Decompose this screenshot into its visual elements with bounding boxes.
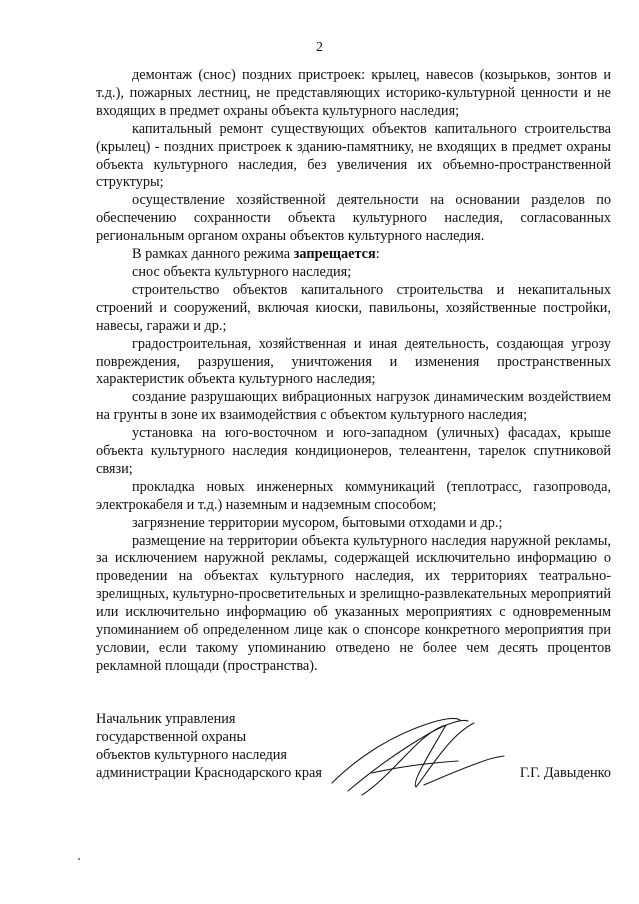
regime-intro-text: В рамках данного режима bbox=[132, 246, 294, 263]
signature-block bbox=[96, 711, 611, 801]
page-number: 2 bbox=[316, 40, 323, 55]
signer-position-line: Начальник управления bbox=[96, 711, 236, 727]
prohibition-item: снос объекта культурного наследия; bbox=[132, 263, 352, 280]
signer-position-line: государственной охраны bbox=[96, 728, 247, 745]
scan-speck bbox=[78, 858, 80, 860]
prohibition-item: строительство объектов капитального строительства и некапитальных строений и сооружений, включая киоски, павильоны, хозяйственные постройки, навесы, гаражи и др.; bbox=[96, 281, 611, 334]
regime-intro-prohibited: запрещается bbox=[293, 246, 376, 263]
document-body bbox=[96, 67, 611, 676]
prohibition-item: установка на юго-восточном и юго-западном (уличных) фасадах, крыше объекта культурного наследия кондиционеров, телеантенн, тарелок спутниковой связи; bbox=[96, 425, 611, 477]
regime-intro bbox=[96, 246, 611, 264]
prohibition-item: создание разрушающих вибрационных нагрузок динамическим воздействием на грунты в зоне их взаимодействия с объектом культурного наследия; bbox=[96, 389, 611, 424]
paragraph-capital-repair: капитальный ремонт существующих объектов капитального строительства (крылец) - поздних пристроек к зданию-памятнику, не входящих в предмет охраны объекта культурного наследия, без увеличения их объемно-пространственной структуры; bbox=[96, 120, 611, 191]
paragraph-economic-activity: осуществление хозяйственной деятельности на основании разделов по обеспечению сохранности объекта культурного наследия, согласованных региональным органом охраны объектов культурного наследия. bbox=[96, 192, 611, 245]
prohibition-item: размещение на территории объекта культурного наследия наружной рекламы, за исключением наружной рекламы, содержащей исключительно информацию о проведении на объектах культурного наследия, их территориях театрально-зрелищных, культурно-просветительных и зрелищно-развлекательных мероприятий или исключительно информацию об указанных мероприятиях с одновременным упоминанием об определенном лице как о спонсоре конкретного мероприятия при условии, если такому упоминанию отведено не более чем десять процентов рекламной площади (пространства). bbox=[96, 532, 611, 674]
regime-intro-suffix: : bbox=[375, 246, 380, 263]
signer-position-line: администрации Краснодарского края bbox=[96, 764, 322, 781]
prohibition-item: градостроительная, хозяйственная и иная деятельность, создающая угрозу повреждения, разрушения, уничтожения и изменения пространственных характеристик объекта культурного наследия; bbox=[96, 335, 611, 388]
prohibition-item: прокладка новых инженерных коммуникаций (теплотрасс, газопровода, электрокабеля и т.д.) наземным и надземным способом; bbox=[96, 478, 611, 513]
signer-position bbox=[96, 711, 322, 783]
paragraph-demolition-annexes: демонтаж (снос) поздних пристроек: крылец, навесов (козырьков, зонтов и т.д.), пожарных лестниц, не представляющих историко-культурной ценности и не входящих в предмет охраны объекта культурного наследия; bbox=[96, 67, 611, 119]
handwritten-signature bbox=[328, 709, 508, 799]
signer-name: Г.Г. Давыденко bbox=[519, 764, 611, 781]
signer-position-line: объектов культурного наследия bbox=[96, 746, 287, 763]
prohibition-item: загрязнение территории мусором, бытовыми отходами и др.; bbox=[132, 514, 503, 531]
